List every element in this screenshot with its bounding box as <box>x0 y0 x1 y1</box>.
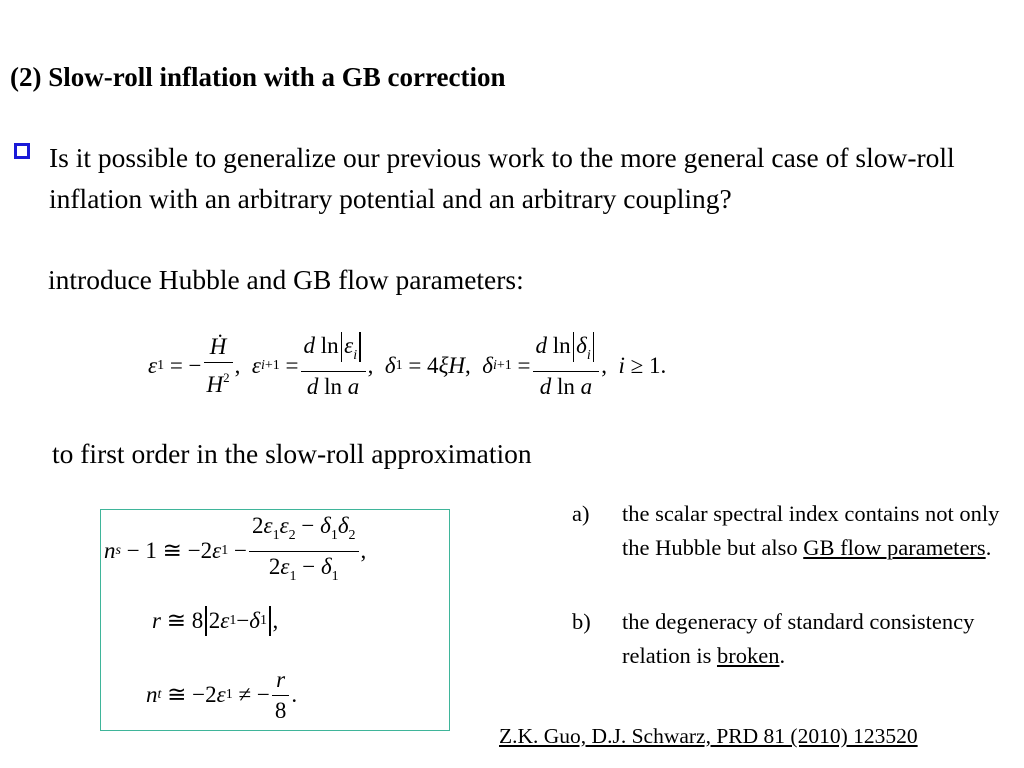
citation-link[interactable]: Z.K. Guo, D.J. Schwarz, PRD 81 (2010) 123520 <box>499 724 918 748</box>
note-text: the scalar spectral index contains not only the Hubble but also <box>622 501 1000 560</box>
note-label: b) <box>572 609 591 634</box>
intro-line: introduce Hubble and GB flow parameters: <box>48 264 524 295</box>
bullet-question: Is it possible to generalize our previous work to the more general case of slow-roll inflation with an arbitrary potential and an arbitrary coupling? <box>49 142 955 214</box>
note-end: . <box>985 535 992 560</box>
hollow-square-bullet-icon <box>14 143 30 159</box>
flow-parameter-definitions: ε 1 = − $\frac{\text{Ḣ}}{H^2}$ , ε i +1 = $\frac{d \ln \varepsilon_i}{\text{d ln a}}$ , δ 1 = 4 ξ̇H , δ i +1 = $\frac{d \ln \delta_i}{\text{d ln a}}$ , i ≥ 1. <box>148 332 667 399</box>
note-label: a) <box>572 501 590 526</box>
tensor-ratio-equation: r ≅ 8 2 ε 1 − δ 1 , <box>152 600 278 642</box>
first-order-line: to first order in the slow-roll approximation <box>52 438 532 469</box>
note-text: the degeneracy of standard consistency relation is <box>622 609 975 668</box>
note-emphasis: broken <box>716 643 780 668</box>
slide-title: (2) Slow-roll inflation with a GB correction <box>10 62 506 92</box>
tensor-index-equation: n t ≅ −2 ε 1 ≠ − $\frac{r}{8}$ . <box>146 666 298 723</box>
spectral-index-equation: n s − 1 ≅ −2 ε 1 − $\frac{2\varepsilon_1\varepsilon_2 - \delta_1\delta_2}{2\varepsilon_1 - \delta_1}$ , <box>104 512 367 584</box>
note-emphasis: GB flow parameters <box>803 535 986 560</box>
note-end: . <box>779 643 786 668</box>
